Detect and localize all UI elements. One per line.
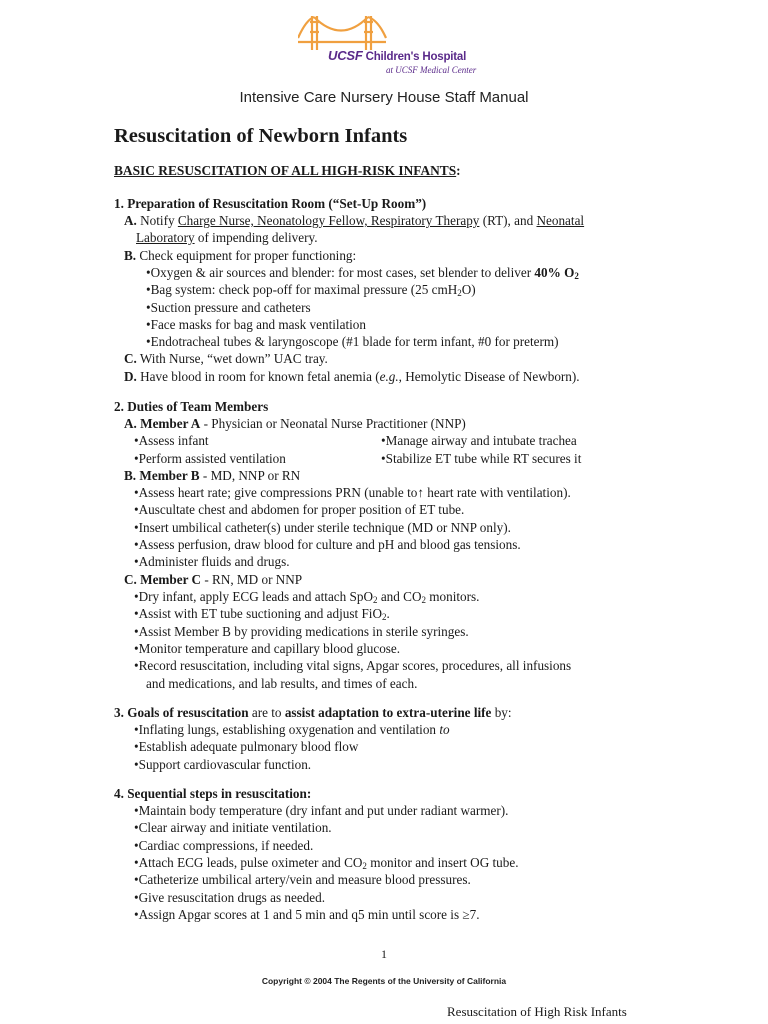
s2-a-bullet: •Assess infant xyxy=(134,433,209,448)
copyright-notice: Copyright © 2004 The Regents of the University of California xyxy=(261,976,507,986)
s2-a-bullet: •Manage airway and intubate trachea xyxy=(381,433,577,448)
s2-member-a: A. Member A - Physician or Neonatal Nurse Practitioner (NNP) xyxy=(124,416,466,431)
s1-item-b: B. Check equipment for proper functioning: xyxy=(124,248,357,263)
s2-c-bullet: •Record resuscitation, including vital signs, Apgar scores, procedures, all infusions xyxy=(134,658,572,673)
s2-c-bullet: •Assist with ET tube suctioning and adjust FiO$_2$. xyxy=(134,606,390,622)
s1-item-c: C. With Nurse, “wet down” UAC tray. xyxy=(124,351,328,366)
s2-b-bullet: •Assess heart rate; give compressions PRN (unable to↑ heart rate with ventilation). xyxy=(134,485,571,500)
ucsf-childrens-hospital-logo xyxy=(298,14,478,76)
s4-bullet: •Cardiac compressions, if needed. xyxy=(134,838,314,853)
s4-title: 4. Sequential steps in resuscitation: xyxy=(114,786,312,801)
s2-b-bullet: •Insert umbilical catheter(s) under sterile technique (MD or NNP only). xyxy=(134,520,511,535)
s2-c-bullet-cont: and medications, and lab results, and times of each. xyxy=(146,676,418,691)
s2-title: 2. Duties of Team Members xyxy=(114,399,269,414)
manual-title: Intensive Care Nursery House Staff Manual xyxy=(239,89,529,106)
s1-b-bullet: •Face masks for bag and mask ventilation xyxy=(146,317,366,332)
s2-c-bullet: •Monitor temperature and capillary blood glucose. xyxy=(134,641,401,656)
s1-item-a-cont: Laboratory of impending delivery. xyxy=(136,230,318,245)
s4-bullet: •Assign Apgar scores at 1 and 5 min and q5 min until score is ≥7. xyxy=(134,907,480,922)
page-footer: Resuscitation of High Risk Infants xyxy=(447,1004,627,1019)
s4-bullet: •Maintain body temperature (dry infant and put under radiant warmer). xyxy=(134,803,509,818)
document-title: Resuscitation of Newborn Infants xyxy=(114,125,408,147)
s2-c-bullet: •Assist Member B by providing medications in sterile syringes. xyxy=(134,624,469,639)
page-number: 1 xyxy=(381,947,387,961)
s2-b-bullet: •Assess perfusion, draw blood for culture and pH and blood gas tensions. xyxy=(134,537,521,552)
s2-a-bullet: •Perform assisted ventilation xyxy=(134,451,286,466)
s3-bullet: •Inflating lungs, establishing oxygenation and ventilation to xyxy=(134,722,450,737)
s1-title: 1. Preparation of Resuscitation Room (“Set-Up Room”) xyxy=(114,196,427,211)
s3-bullet: •Support cardiovascular function. xyxy=(134,757,312,772)
s2-b-bullet: •Auscultate chest and abdomen for proper position of ET tube. xyxy=(134,502,465,517)
s1-b-bullet: •Suction pressure and catheters xyxy=(146,300,311,315)
logo-subtitle: at UCSF Medical Center xyxy=(386,65,477,75)
s2-member-c: C. Member C - RN, MD or NNP xyxy=(124,572,303,587)
s1-b-bullet: •Endotracheal tubes & laryngoscope (#1 blade for term infant, #0 for preterm) xyxy=(146,334,559,349)
s4-bullet: •Give resuscitation drugs as needed. xyxy=(134,890,326,905)
s4-bullet: •Catheterize umbilical artery/vein and measure blood pressures. xyxy=(134,872,471,887)
s1-item-d: D. Have blood in room for known fetal anemia (e.g., Hemolytic Disease of Newborn). xyxy=(124,369,580,384)
s2-a-bullet: •Stabilize ET tube while RT secures it xyxy=(381,451,582,466)
s2-member-b: B. Member B - MD, NNP or RN xyxy=(124,468,301,483)
s2-b-bullet: •Administer fluids and drugs. xyxy=(134,554,290,569)
s3-title: 3. Goals of resuscitation are to assist adaptation to extra-uterine life by: xyxy=(114,705,512,720)
s1-item-a: A. Notify Charge Nurse, Neonatology Fellow, Respiratory Therapy (RT), and Neonatal xyxy=(124,213,585,228)
s3-bullet: •Establish adequate pulmonary blood flow xyxy=(134,739,359,754)
section-heading: BASIC RESUSCITATION OF ALL HIGH-RISK INFANTS: xyxy=(114,163,461,178)
logo-brand-text: UCSF Children's Hospital xyxy=(328,48,467,63)
s2-c-bullet: •Dry infant, apply ECG leads and attach SpO$_2$ and $CO_2$ monitors. xyxy=(134,589,480,605)
s1-b-bullet: •Bag system: check pop-off for maximal pressure (25 cmH$_2$O) xyxy=(146,282,476,298)
s4-bullet: •Attach ECG leads, pulse oximeter and $CO_2$ monitor and insert OG tube. xyxy=(134,855,519,871)
s1-b-bullet: •Oxygen & air sources and blender: for most cases, set blender to deliver 40% $O_2$ xyxy=(146,265,579,281)
s4-bullet: •Clear airway and initiate ventilation. xyxy=(134,820,332,835)
